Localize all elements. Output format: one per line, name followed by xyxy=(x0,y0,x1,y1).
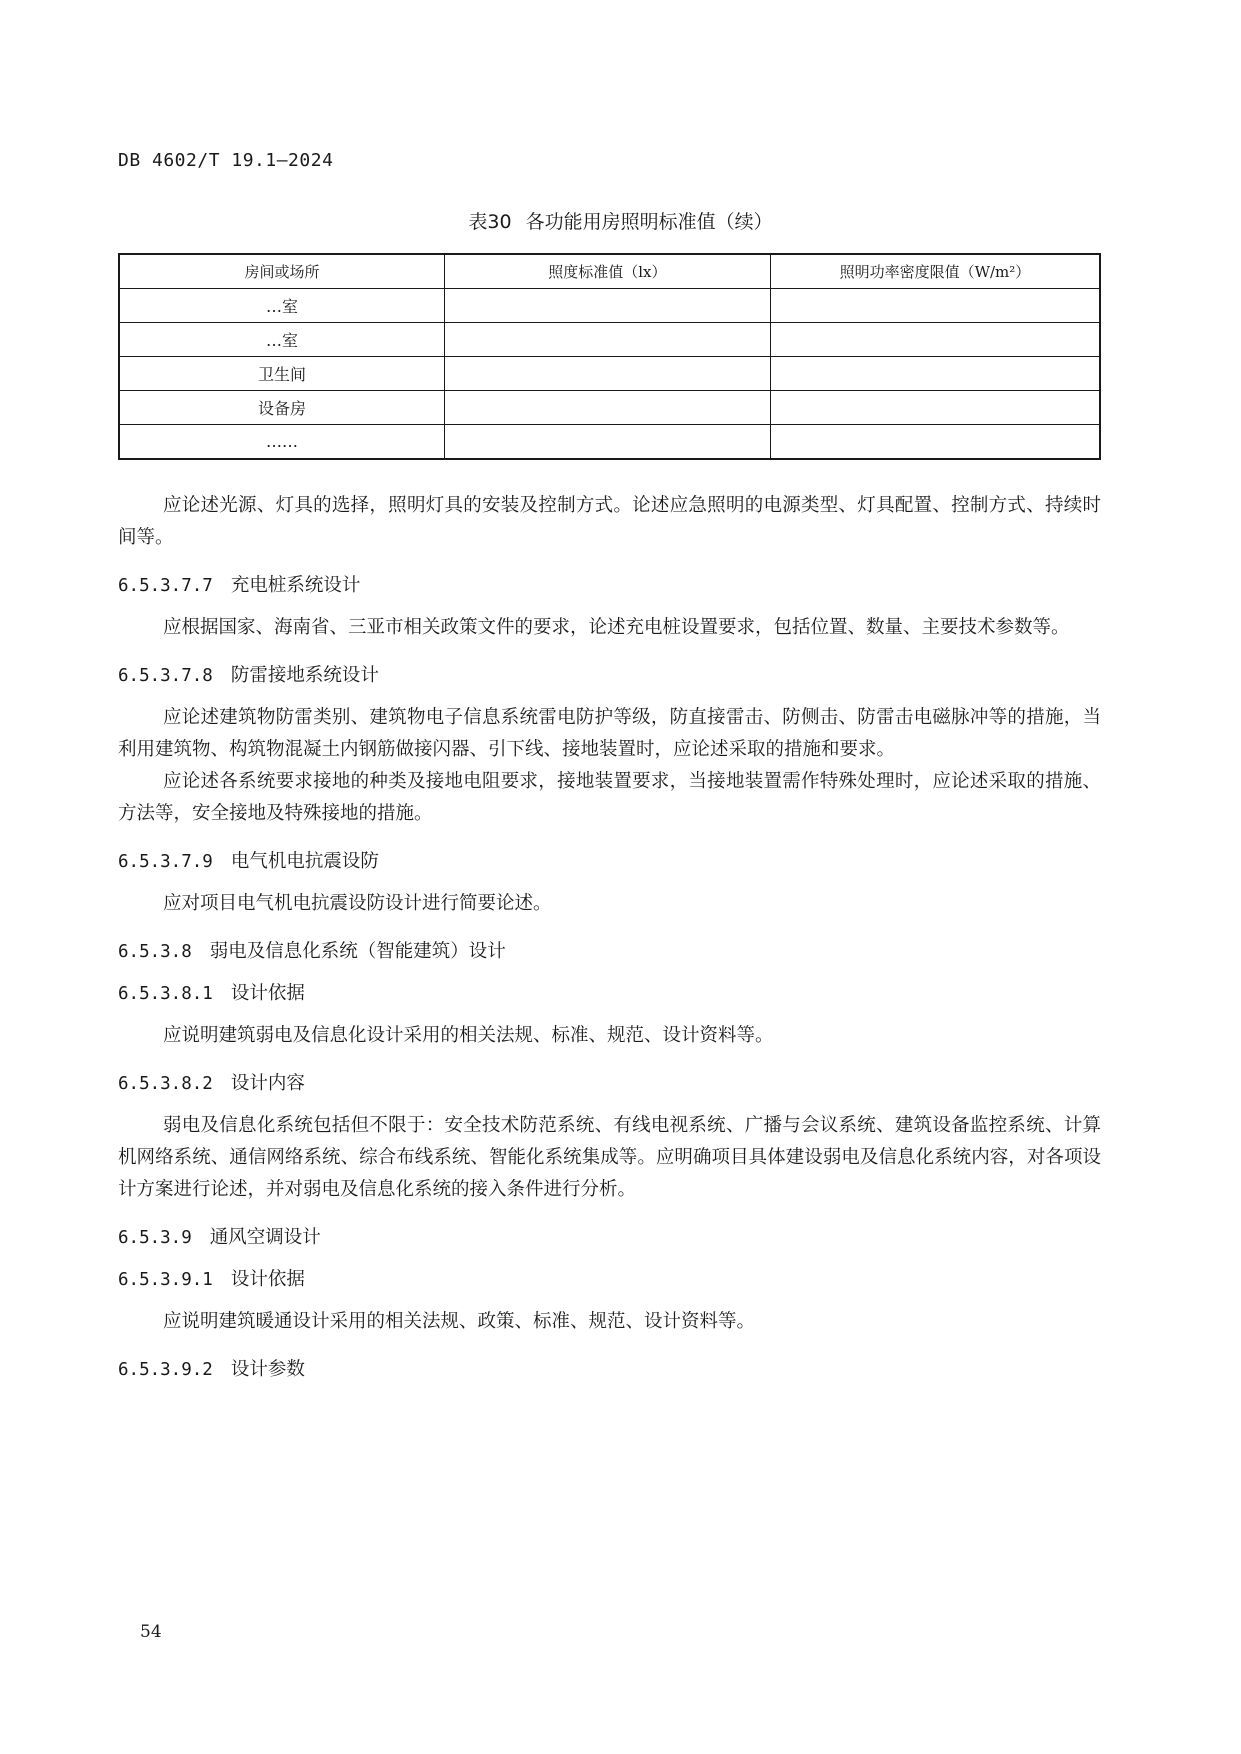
table-row xyxy=(119,391,1100,425)
section-heading-design-basis xyxy=(118,978,1101,1010)
document-body xyxy=(118,490,1101,1386)
section-heading-hvac-basis xyxy=(118,1264,1101,1296)
column-header-power-density: 照明功率密度限值（W/m²） xyxy=(770,254,1100,289)
charging-paragraph: 应根据国家、海南省、三亚市相关政策文件的要求，论述充电桩设置要求，包括位置、数量、主要技术参数等。 xyxy=(163,617,1070,638)
section-number: 6.5.3.7.8 xyxy=(118,666,213,686)
section-title: 防雷接地系统设计 xyxy=(230,665,379,686)
lighting-paragraph: 应论述光源、灯具的选择，照明灯具的安装及控制方式。论述应急照明的电源类型、灯具配置、控制方式、持续时间等。 xyxy=(118,495,1101,548)
section-number: 6.5.3.7.9 xyxy=(118,852,213,872)
page-number: 54 xyxy=(140,1622,162,1642)
design-content-paragraph: 弱电及信息化系统包括但不限于：安全技术防范系统、有线电视系统、广播与会议系统、建筑设备监控系统、计算机网络系统、通信网络系统、综合布线系统、智能化系统集成等。应明确项目具体建设弱电及信息化系统内容，对各项设计方案进行论述，并对弱电及信息化系统的接入条件进行分析。 xyxy=(118,1115,1101,1200)
column-header-room: 房间或场所 xyxy=(119,254,444,289)
column-header-illuminance: 照度标准值（lx） xyxy=(444,254,770,289)
table-cell-illuminance xyxy=(444,357,770,391)
section-title: 设计内容 xyxy=(230,1073,305,1094)
section-title: 设计依据 xyxy=(230,1269,305,1290)
section-heading-seismic xyxy=(118,846,1101,878)
section-title: 电气机电抗震设防 xyxy=(230,851,379,872)
section-title: 通风空调设计 xyxy=(209,1227,321,1248)
lighting-standard-table xyxy=(118,253,1101,460)
table-cell-room: 设备房 xyxy=(119,391,444,425)
table-row xyxy=(119,323,1100,357)
table-caption xyxy=(0,207,1241,234)
section-heading-design-parameters xyxy=(118,1354,1101,1386)
table-number: 表30 xyxy=(468,211,512,233)
table-row xyxy=(119,357,1100,391)
table-cell-illuminance xyxy=(444,425,770,460)
table-cell-illuminance xyxy=(444,289,770,323)
lightning-paragraph-1: 应论述建筑物防雷类别、建筑物电子信息系统雷电防护等级，防直接雷击、防侧击、防雷击电磁脉冲等的措施，当利用建筑物、构筑物混凝土内钢筋做接闪器、引下线、接地装置时，应论述采取的措施和要求。 xyxy=(118,707,1101,760)
document-code: DB 4602/T 19.1—2024 xyxy=(118,150,334,171)
table-cell-room: …… xyxy=(119,425,444,460)
section-title: 设计依据 xyxy=(230,983,305,1004)
section-heading-lightning-protection xyxy=(118,660,1101,692)
table-cell-room: …室 xyxy=(119,323,444,357)
section-title: 设计参数 xyxy=(230,1359,305,1380)
table-cell-power-density xyxy=(770,289,1100,323)
table-title: 各功能用房照明标准值（续） xyxy=(525,211,773,233)
seismic-paragraph: 应对项目电气机电抗震设防设计进行简要论述。 xyxy=(163,893,552,914)
section-number: 6.5.3.8.1 xyxy=(118,984,213,1004)
table-cell-illuminance xyxy=(444,391,770,425)
section-heading-hvac xyxy=(118,1222,1101,1254)
section-heading-design-content xyxy=(118,1068,1101,1100)
lightning-paragraph-2: 应论述各系统要求接地的种类及接地电阻要求，接地装置要求，当接地装置需作特殊处理时，应论述采取的措施、方法等，安全接地及特殊接地的措施。 xyxy=(118,771,1101,824)
table-cell-illuminance xyxy=(444,323,770,357)
hvac-basis-paragraph: 应说明建筑暖通设计采用的相关法规、政策、标准、规范、设计资料等。 xyxy=(163,1311,756,1332)
section-number: 6.5.3.8.2 xyxy=(118,1074,213,1094)
section-heading-charging xyxy=(118,570,1101,602)
section-number: 6.5.3.9.2 xyxy=(118,1360,213,1380)
section-number: 6.5.3.9.1 xyxy=(118,1270,213,1290)
table-cell-power-density xyxy=(770,425,1100,460)
table-header-row xyxy=(119,254,1100,289)
table-cell-room: …室 xyxy=(119,289,444,323)
table-cell-power-density xyxy=(770,357,1100,391)
section-title: 充电桩系统设计 xyxy=(230,575,361,596)
section-number: 6.5.3.8 xyxy=(118,942,192,962)
table-cell-power-density xyxy=(770,323,1100,357)
section-number: 6.5.3.9 xyxy=(118,1228,192,1248)
design-basis-paragraph: 应说明建筑弱电及信息化设计采用的相关法规、标准、规范、设计资料等。 xyxy=(163,1025,774,1046)
table-row xyxy=(119,289,1100,323)
table-cell-room: 卫生间 xyxy=(119,357,444,391)
section-heading-weak-current xyxy=(118,936,1101,968)
table-row xyxy=(119,425,1100,460)
table-cell-power-density xyxy=(770,391,1100,425)
section-number: 6.5.3.7.7 xyxy=(118,576,213,596)
section-title: 弱电及信息化系统（智能建筑）设计 xyxy=(209,941,506,962)
